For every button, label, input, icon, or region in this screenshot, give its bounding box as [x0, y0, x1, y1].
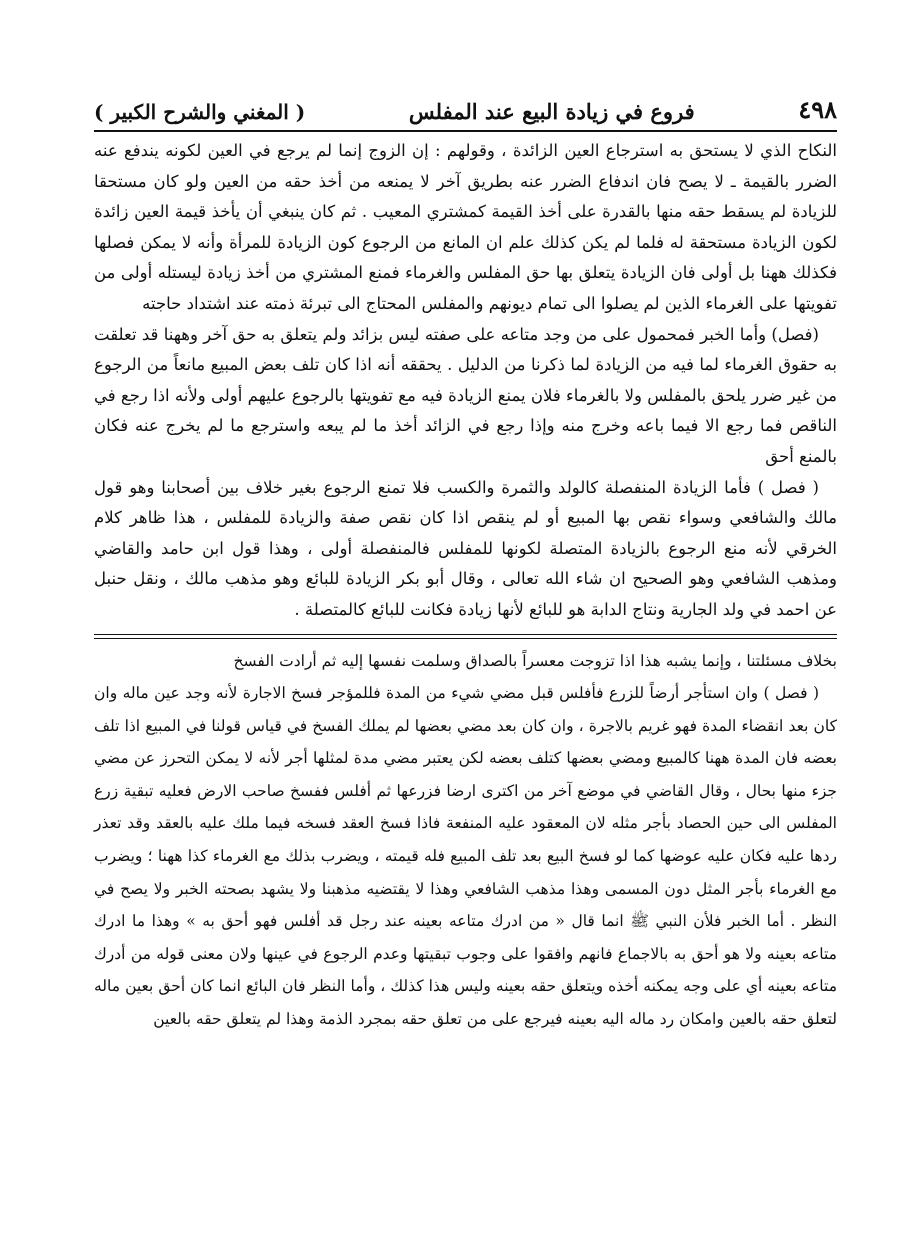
main-text — [94, 136, 837, 626]
book-title: ( المغني والشرح الكبير ) — [94, 100, 306, 124]
commentary-paragraph-1: بخلاف مسئلتنا ، وإنما يشبه هذا اذا تزوجت معسراً بالصداق وسلمت نفسها إليه ثم أرادت الفسخ — [233, 651, 837, 670]
page-number: ٤٩٨ — [798, 95, 837, 124]
commentary-paragraph-2: ( فصل ) وان استأجر أرضاً للزرع فأفلس قبل مضي شيء من المدة فللمؤجر فسخ الاجارة لأنه وجد عين ماله وان كان بعد انقضاء المدة فهو غريم بالاجرة ، وان كان بعد مضي بعضها لم يملك الفسخ في قياس قولنا في المبيع اذا تلف بعضه فان المدة ههنا كالمبيع ومضي بعضها كتلف بعضه لكن يعتبر مضي مدة لمثلها أجر لأنه لا يمكن التحرز عن مضي جزء منها بحال ، وقال القاضي في موضع آخر من اكترى ارضا فزرعها ثم أفلس ففسخ صاحب الارض فعليه تبقية زرع المفلس الى حين الحصاد بأجر مثله لان المعقود عليه المنفعة فاذا فسخ العقد فسخه فيما ملك عليه بالعقد وقد تعذر ردها عليه فكان عليه عوضها كما لو فسخ البيع بعد تلف المبيع فله قيمته ، ويضرب بذلك مع الغرماء كذا ههنا ؛ ويضرب مع الغرماء بأجر المثل دون المسمى وهذا مذهب الشافعي وهذا لا يقتضيه مذهبنا ولا يشهد بصحته الخبر ولا يصح في النظر . أما الخبر فلأن النبي ﷺ انما قال « من ادرك متاعه بعينه عند رجل قد أفلس فهو أحق به » وهذا ما ادرك متاعه بعينه ولا هو أحق به بالاجماع فانهم وافقوا على وجوب تبقيتها وعدم الرجوع في عينها ولان معنى قوله من أدرك متاعه بعينه أي على وجه يمكنه أخذه ويتعلق حقه بعينه وليس هذا كذلك ، وأما النظر فان البائع انما كان أحق بعين ماله لتعلق حقه بالعين وامكان رد ماله اليه بعينه فيرجع على من تعلق حقه بمجرد الذمة وهذا لم يتعلق حقه بالعين — [94, 684, 837, 1029]
section-divider — [94, 634, 837, 639]
main-paragraph-1: النكاح الذي لا يستحق به استرجاع العين الزائدة ، وقولهم : إن الزوج إنما لم يرجع في العين لكونه يندفع عنه الضرر بالقيمة ـ لا يصح فان اندفاع الضرر عنه بطريق آخر لا يمنعه من أخذ حقه من العين ولو كان مستحقا للزيادة لم يسقط حقه منها بالقدرة على أخذ القيمة كمشتري المعيب . ثم كان ينبغي أن يأخذ قيمة العين زائدة لكون الزيادة مستحقة له فلما لم يكن كذلك علم ان المانع من الرجوع كون الزيادة للمرأة وأنه لا يمكن فصلها فكذلك ههنا بل أولى فان الزيادة يتعلق بها حق المفلس والغرماء فمنع المشتري من أخذ زيادة ليستله أولى من تفويتها على الغرماء الذين لم يصلوا الى تمام ديونهم والمفلس المحتاج الى تبرئة ذمته عند اشتداد حاجته — [94, 141, 837, 313]
page-header — [94, 92, 837, 132]
main-paragraph-3: ( فصل ) فأما الزيادة المنفصلة كالولد والثمرة والكسب فلا تمنع الرجوع بغير خلاف بين أصحابنا وهو قول مالك والشافعي وسواء نقص بها المبيع أو لم ينقص اذا كان نقص صفة والزيادة للمفلس ، هذا ظاهر كلام الخرقي لأنه منع الرجوع بالزيادة المتصلة لكونها للمفلس فالمنفصلة أولى ، وهذا قول ابن حامد والقاضي ومذهب الشافعي وهو الصحيح ان شاء الله تعالى ، وقال أبو بكر الزيادة للبائع وهو مذهب مالك ، ونقل حنبل عن احمد في ولد الجارية ونتاج الدابة هو للبائع لأنها زيادة فكانت للبائع كالمتصلة . — [94, 477, 837, 619]
running-title: فروع في زيادة البيع عند المفلس — [408, 99, 695, 124]
main-paragraph-2: (فصل) وأما الخبر فمحمول على من وجد متاعه على صفته ليس بزائد ولم يتعلق به حق آخر وههنا قد تعلقت به حقوق الغرماء لما فيه من الزيادة لما ذكرنا من الدليل . يحققه أنه اذا كان تلف بعض المبيع مانعاً من الرجوع من غير ضرر يلحق بالمفلس ولا بالغرماء فلان يمنع الزيادة فيه مع تفويتها بالرجوع عليهم أولى ولأنه اذا رجع في الناقص فما رجع الا فيما باعه وخرج منه وإذا رجع في الزائد أخذ ما لم يبعه واسترجع ما لم يخرج عنه فكان بالمنع أحق — [94, 324, 837, 466]
commentary-text — [94, 645, 837, 1036]
